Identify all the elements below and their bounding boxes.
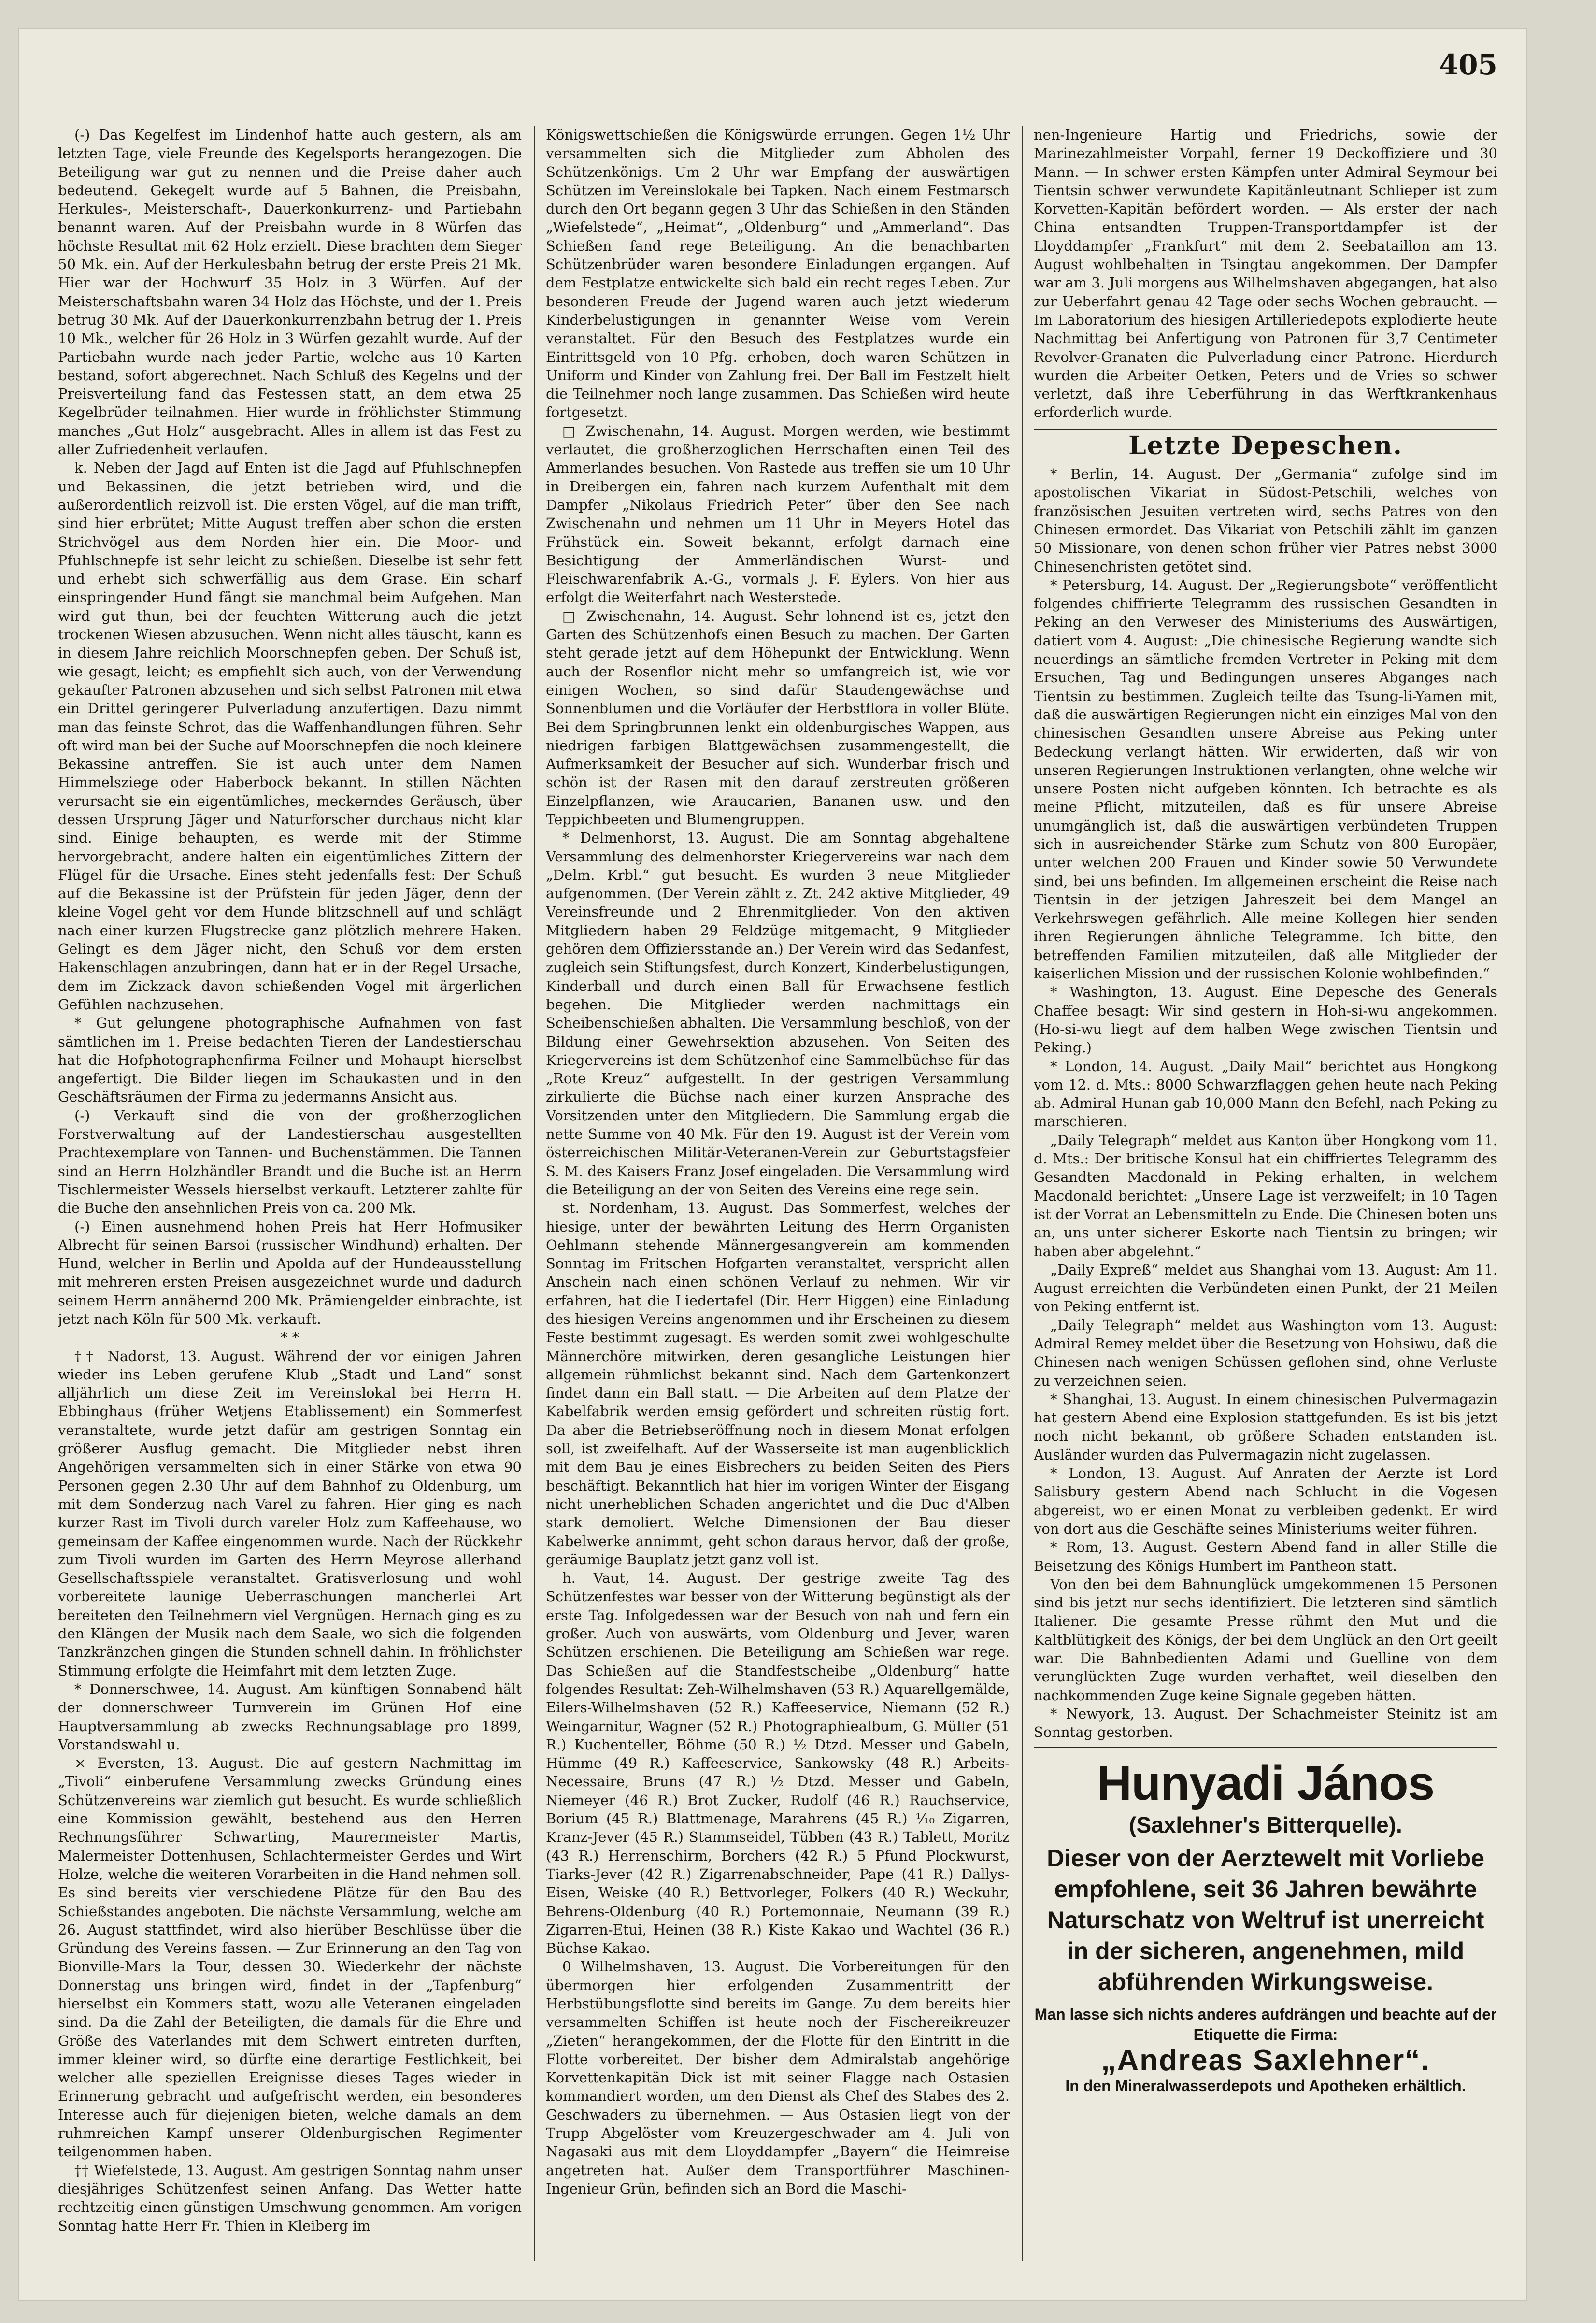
article-wiefelstede: †† Wiefelstede, 13. August. Am gestrigen Sonntag nahm unser diesjähriges Schützenfest seinen Anfang. Das Wetter hatte rechtzeitig einen günstigen Umschwung genommen. Am vorigen Sonntag hatte Herr Fr. Thien in Kleiberg im: [58, 2162, 522, 2234]
article-nadorst: †† Nadorst, 13. August. Während der vor einigen Jahren wieder ins Leben gerufene Klub „Stadt und Land“ sonst alljährlich um diese Zeit im Vereinslokal bei Herrn H. Ebbinghaus (früher Wetjens Etablissement) ein Sommerfest veranstaltete, wurde jetzt dafür am gestrigen Sonntag ein größerer Ausflug gemacht. Die Mitglieder nebst ihren Angehörigen versammelten sich in einer Stärke von etwa 90 Personen gegen 2.30 Uhr auf dem Bahnhof zu Oldenburg, um mit dem Sonderzug nach Varel zu fahren. Hier ging es nach kurzer Rast im Tivoli durch vareler Holz zum Kaffeehause, wo gemeinsam der Kaffee eingenommen wurde. Nach der Rückkehr zum Tivoli wurden im Garten des Herrn Meyrose allerhand Gesellschaftsspiele veranstaltet. Gratisverlosung und wohl vorbereitete launige Ueberraschungen mancherlei Art bereiteten den Teilnehmern viel Vergnügen. Hernach ging es zu den Klängen der Musik nach dem Saale, wo sich die folgenden Tanzkränzchen gingen die Stunden schnell dahin. In fröhlichster Stimmung erfolgte die Heimfahrt mit dem letzten Zuge.: [58, 1348, 522, 1679]
article-kegelfest: (-) Das Kegelfest im Lindenhof hatte auch gestern, als am letzten Tage, viele Freunde des Kegelsports herangezogen. Die Beteiligung war gut zu nennen und die Preise daher auch bedeutend. Gekegelt wurde auf 5 Bahnen, die Preisbahn, Herkules-, Meisterschaft-, Dauerkonkurrenz- und Partiebahn benannt waren. Auf der Preisbahn wurde in 8 Würfen das höchste Resultat mit 62 Holz erzielt. Diese brachten dem Sieger 50 Mk. ein. Auf der Herkulesbahn betrug der erste Preis 21 Mk. Hier war der Hochwurf 35 Holz in 3 Würfen. Auf der Meisterschaftsbahn waren 34 Holz das Höchste, und der 1. Preis betrug 30 Mk. Auf der Dauerkonkurrenzbahn betrug der 1. Preis 10 Mk., welcher für 26 Holz in 3 Würfen gezahlt wurde. Auf der Partiebahn wurde nach jeder Partie, welche aus 10 Karten bestand, sofort abgerechnet. Nach Schluß des Kegelns und der Preisverteilung fand das Festessen statt, an dem etwa 25 Kegelbrüder teilnahmen. Hier wurde in fröhlichster Stimmung manches „Gut Holz“ ausgebracht. Alles in allem ist das Fest zu aller Zufriedenheit verlaufen.: [58, 127, 522, 458]
ad-footer: In den Mineralwasserdepots und Apotheken erhältlich.: [1065, 2077, 1466, 2095]
depeschen-heading: Letzte Depeschen.: [1128, 430, 1403, 460]
dispatch-washington: * Washington, 13. August. Eine Depesche des Generals Chaffee besagt: Wir sind gestern in Hoh-si-wu angekommen. (Ho-si-wu liegt auf dem halben Wege zwischen Tientsin und Peking.): [1034, 984, 1497, 1056]
article-donnerschwee: * Donnerschwee, 14. August. Am künftigen Sonnabend hält der donnerschweer Turnverein im Grünen Hof eine Hauptversammlung ab zwecks Rechnungsablage pro 1899, Vorstandswahl u.: [58, 1680, 522, 1753]
article-wilhelmshaven-cont: nen-Ingenieure Hartig und Friedrichs, sowie der Marinezahlmeister Vorpahl, ferner 19 Deckoffiziere und 30 Mann. — In schwer ersten Kämpfen unter Admiral Seymour bei Tientsin schwer verwundete Kapitänleutnant Schlieper ist zum Korvetten-Kapitän befördert worden. — Als erster der nach China entsandten Truppen-Transportdampfer ist der Lloyddampfer „Frankfurt“ mit dem 2. Seebataillon am 13. August wohlbehalten in Tsingtau angekommen. Der Dampfer war am 3. Juli morgens aus Wilhelmshaven abgegangen, hat also zur Ueberfahrt genau 42 Tage oder sechs Wochen gebraucht. — Im Laboratorium des hiesigen Artilleriedepots explodierte heute Nachmittag bei Anfertigung von Patronen für 3,7 Centimeter Revolver-Granaten die Pulverladung einer Patrone. Hierdurch wurden die Arbeiter Oetken, Peters und de Vries so schwer verletzt, daß ihre Ueberführung in das Werftkrankenhaus erforderlich wurde.: [1034, 127, 1497, 421]
column-3: [1034, 126, 1497, 2261]
dispatch-rom-cont: Von den bei dem Bahnunglück umgekommenen 15 Personen sind bis jetzt nur sechs identifiziert. Die letzteren sind sämtlich Italiener. Die gesamte Presse rühmt den Mut und die Kaltblütigkeit des Königs, der bei dem Unglück an den Ort geeilt war. Die Bahnbedienten Adami und Guelline von dem verunglückten Zuge wurden verhaftet, weil dieselben den nachkommenden Zuge keine Signale gegeben hätten.: [1034, 1576, 1497, 1704]
dispatch-london-2: * London, 13. August. Auf Anraten der Aerzte ist Lord Salisbury gestern Abend nach Schlucht in die Vogesen abgereist, wo er einen Monat zu verbleiben gedenkt. Er wird von dort aus die Geschäfte seines Ministeriums weiter führen.: [1034, 1465, 1497, 1537]
article-nordenham: st. Nordenham, 13. August. Das Sommerfest, welches der hiesige, unter der bewährten Leitung des Herrn Organisten Oehlmann stehende Männergesangverein am kommenden Sonntag im Fritschen Hofgarten veranstaltet, verspricht allen Anschein nach einen schönen Verlauf zu nehmen. Wir vir erfahren, hat die Liedertafel (Dir. Herr Higgen) eine Einladung des hiesigen Vereins angenommen und ihr Erscheinen zu diesem Feste bestimmt zugesagt. Es werden somit zwei wohlgeschulte Männerchöre mitwirken, deren gesangliche Leistungen hier allgemein rühmlichst bekannt sind. Nach dem Gartenkonzert findet dann ein Ball statt. — Die Arbeiten auf dem Platze der Kabelfabrik werden emsig gefördert und schreiten rüstig fort. Da aber die Betriebseröffnung noch in diesem Monat erfolgen soll, ist zweifelhaft. Auf der Wasserseite ist man augenblicklich mit dem Bau je eines Eisbrechers zu beiden Seiten des Piers beschäftigt. Bekanntlich hat hier im vorigen Winter der Eisgang nicht unerheblichen Schaden angerichtet und die Duc d'Alben stark demoliert. Welche Dimensionen der Bau dieser Kabelwerke annimmt, geht schon daraus hervor, daß der große, geräumige Bauplatz jetzt ganz voll ist.: [546, 1200, 1010, 1568]
column-2: [546, 126, 1010, 2261]
dispatch-london-1: * London, 14. August. „Daily Mail“ berichtet aus Hongkong vom 12. d. Mts.: 8000 Schwarzflaggen gehen heute nach Peking ab. Admiral Hunan gab 10,000 Mann den Befehl, nach Peking zu marschieren.: [1034, 1058, 1497, 1130]
article-delmenhorst: * Delmenhorst, 13. August. Die am Sonntag abgehaltene Versammlung des delmenhorster Kriegervereins war nach dem „Delm. Krbl.“ gut besucht. Es wurden 3 neue Mitglieder aufgenommen. (Der Verein zählt z. Zt. 242 aktive Mitglieder, 49 Vereinsfreunde und 2 Ehrenmitglieder. Von den aktiven Mitgliedern haben 29 Feldzüge mitgemacht, 9 Mitglieder gehören dem Offiziersstande an.) Der Verein wird das Sedanfest, zugleich sein Stiftungsfest, durch Konzert, Kinderbelustigungen, Kinderball und durch einen Ball für Erwachsene festlich begehen. Die Mitglieder werden nachmittags ein Scheibenschießen abhalten. Die Versammlung beschloß, von der Bildung einer Gewehrsektion abzusehen. Von Seiten des Kriegervereins ist dem Schützenhof eine Sammelbüchse für das „Rote Kreuz“ aufgestellt. In der gestrigen Versammlung zirkulierte die Büchse nach einer kurzen Ansprache des Vorsitzenden unter den Mitgliedern. Die Sammlung ergab die nette Summe von 40 Mk. Für den 19. August ist der Verein vom österreichischen Militär-Veteranen-Verein zur Geburtstagsfeier S. M. des Kaisers Franz Josef eingeladen. Die Versammlung wird die Beteiligung an der von Seiten des Vereins eine rege sein.: [546, 830, 1010, 1198]
article-eversten: × Eversten, 13. August. Die auf gestern Nachmittag im „Tivoli“ einberufene Versammlung zwecks Gründung eines Schützenvereins war ziemlich gut besucht. Es wurde schließlich eine Kommission gewählt, bestehend aus den Herren Rechnungsführer Schwarting, Maurermeister Martis, Malermeister Dottenhusen, Schlachtermeister Gerdes und Wirt Holze, welche die weiteren Vorarbeiten in die Hand nehmen soll. Es sind bereits vier verschiedene Plätze für den Bau des Schießstandes angeboten. Die nächste Versammlung, welche am 26. August stattfindet, wird also hierüber Beschlüsse über die Gründung des Vereins fassen. — Zur Erinnerung an den Tag von Bionville-Mars la Tour, dessen 30. Wiederkehr der nächste Donnerstag uns bringen wird, findet in der „Tapfenburg“ hierselbst ein Kommers statt, wozu alle Veteranen eingeladen sind. Da die Zahl der Beteiligten, die damals für die Ehre und Größe des Vaterlandes mit dem Schwert eintreten durften, immer kleiner wird, so dürfte eine derartige Festlichkeit, bei welcher alle speziellen Ereignisse dieses Tages wieder in Erinnerung gebracht und aufgefrischt werden, ein besonderes Interesse auch für diejenigen bieten, welche damals an dem ruhmreichen Kampf unserer Oldenburgischen Regimenter teilgenommen haben.: [58, 1755, 522, 2160]
column-divider: [1022, 126, 1023, 2261]
dispatch-daily-telegraph-1: „Daily Telegraph“ meldet aus Kanton über Hongkong vom 11. d. Mts.: Der britische Konsul hat ein chiffriertes Telegramm des Gesandten Macdonald in Peking erhalten, in welchem Macdonald berichtet: „Unsere Lage ist verzweifelt; in 10 Tagen ist der Vorrat an Lebensmitteln zu Ende. Die Chinesen boten uns an, uns unter sicherer Eskorte nach Tientsin zu bringen; wir haben aber abgelehnt.“: [1034, 1132, 1497, 1260]
dispatch-daily-telegraph-2: „Daily Telegraph“ meldet aus Washington vom 13. August: Admiral Remey meldet über die Besetzung von Hohsiwu, daß die Chinesen nach wenigen Schüssen geflohen sind, ohne Verluste zu verzeichnen seien.: [1034, 1317, 1497, 1389]
ad-body: Dieser von der Aerztewelt mit Vorliebe empfohlene, seit 36 Jahren bewährte Naturschatz von Weltruf ist unerreicht in der sicheren, angenehmen, mild abführenden Wirkungsweise.: [1047, 1844, 1484, 1995]
page-number: 405: [1439, 48, 1497, 81]
article-wiefelstede-cont: Königswettschießen die Königswürde errungen. Gegen 1½ Uhr versammelten sich die Mitglieder zum Abholen des Schützenkönigs. Um 2 Uhr war Empfang der auswärtigen Schützen im Vereinslokale bei Tapken. Nach einem Festmarsch durch den Ort begann gegen 3 Uhr das Schießen in den Ständen „Wiefelstede“, „Heimat“, „Oldenburg“ und „Ammerland“. Das Schießen fand rege Beteiligung. An die benachbarten Schützenbrüder waren besondere Einladungen ergangen. Auf dem Festplatze entwickelte sich bald ein recht reges Leben. Zur besonderen Freude der Jugend waren auch jetzt wiederum Kinderbelustigungen in genannter Weise vom Verein veranstaltet. Für den Besuch des Festplatzes wurde ein Eintrittsgeld von 10 Pfg. erhoben, doch waren Schützen in Uniform und Kinder von Zahlung frei. Der Ball im Festzelt hielt die Teilnehmer noch lange zusammen. Das Schießen wird heute fortgesetzt.: [546, 127, 1010, 421]
article-wilhelmshaven: 0 Wilhelmshaven, 13. August. Die Vorbereitungen für den übermorgen hier erfolgenden Zusammentritt der Herbstübungsflotte sind bereits im Gange. Zu dem bereits hier versammelten Schiffen ist heute noch der Fischereikreuzer „Zieten“ herangekommen, der die Flotte für den Eintritt in die Flotte vorbereitet. Der bisher dem Admiralstab angehörige Korvettenkapitän Dick ist mit seiner Flagge nach Ostasien kommandiert worden, um den Dienst als Chef des Stabes des 2. Geschwaders zu übernehmen. — Aus Ostasien liegt von der Trupp Abgelöster vom Kreuzergeschwader am 4. Juli von Nagasaki aus mit dem Lloyddampfer „Bayern“ die Heimreise angetreten hat. Außer dem Transportführer Maschinen-Ingenieur Grün, befinden sich an Bord die Maschi-: [546, 1958, 1010, 2197]
hunyadi-advertisement: [1034, 1747, 1497, 2095]
section-rule: [1034, 429, 1497, 430]
ad-firm: „Andreas Saxlehner“.: [1101, 2043, 1430, 2077]
article-schnepfenjagd: k. Neben der Jagd auf Enten ist die Jagd auf Pfuhlschnepfen und Bekassinen, die jetzt betrieben wird, und die außerordentlich reizvoll ist. Die ersten Vögel, auf die man trifft, sind hier erbrütet; Mitte August treffen aber schon die ersten Strichvögel aus dem Norden hier ein. Die Moor- und Pfuhlschnepfe ist sehr leicht zu schießen. Dieselbe ist sehr fett und erhebt sich schwerfällig aus dem Grase. Ein scharf einspringender Hund fängt sie manchmal beim Aufgehen. Man wird gut thun, bei der feuchten Witterung auch die jetzt trockenen Wiesen abzusuchen. Wenn nicht alles täuscht, kann es in diesem Jahre reichlich Moorschnepfen geben. Der Schuß ist, wie gesagt, leicht; es empfiehlt sich auch, von der Verwendung gekaufter Patronen abzusehen und sich selbst Patronen mit etwa ein Drittel geringerer Pulverladung anzufertigen. Dazu nimmt man das feinste Schrot, das die Waffenhandlungen führen. Sehr oft wird man bei der Suche auf Moorschnepfen die noch kleinere Bekassine antreffen. Sie ist auch unter dem Namen Himmelsziege oder Haberbock bekannt. In stillen Nächten verursacht sie ein eigentümliches, meckerndes Geräusch, über dessen Ursprung Jäger und Naturforscher durchaus nicht klar sind. Einige behaupten, es werde mit der Stimme hervorgebracht, andere halten ein eigentümliches Zittern der Flügel für die Ursache. Eines steht jedenfalls fest: Der Schuß auf die Bekassine ist der Prüfstein für jeden Jäger, denn der kleine Vogel geht vor dem Hunde blitzschnell auf und schlägt nach einer kurzen Flugstrecke ganz plötzlich mehrere Haken. Gelingt es dem Jäger nicht, den Schuß vor dem ersten Hakenschlagen anzubringen, dann hat er in der Regel Ursache, dem im Zickzack davon schießenden Vogel mit ärgerlichen Gefühlen nachzusehen.: [58, 459, 522, 1013]
dispatch-newyork: * Newyork, 13. August. Der Schachmeister Steinitz ist am Sonntag gestorben.: [1034, 1705, 1497, 1741]
column-1: [58, 126, 522, 2261]
dispatch-shanghai: * Shanghai, 13. August. In einem chinesischen Pulvermagazin hat gestern Abend eine Explosion stattgefunden. Es ist bis jetzt noch nicht bekannt, ob größere Schaden entstanden ist. Ausländer wurden das Pulvermagazin nicht zugelassen.: [1034, 1391, 1497, 1463]
ad-subtitle: (Saxlehner's Bitterquelle).: [1129, 1812, 1402, 1837]
section-separator: * *: [280, 1329, 299, 1346]
dispatch-daily-express: „Daily Expreß“ meldet aus Shanghai vom 13. August: Am 11. August erreichten die Verbündeten einen Punkt, der 21 Meilen von Peking entfernt ist.: [1034, 1261, 1497, 1315]
ad-note: Man lasse sich nichts anderes aufdrängen und beachte auf der Etiquette die Firma:: [1034, 2005, 1497, 2043]
article-zwischenahn-2: □ Zwischenahn, 14. August. Sehr lohnend ist es, jetzt den Garten des Schützenhofs einen Besuch zu machen. Der Garten steht gerade jetzt auf dem Höhepunkt der Entwicklung. Wenn auch der Rosenflor nicht mehr so umfangreich ist, wie vor einigen Wochen, so sind dafür Staudengewächse und Sonnenblumen und die Vorläufer der Herbstflora in voller Blüte. Bei dem Springbrunnen lenkt ein oldenburgisches Wappen, aus niedrigen farbigen Blattgewächsen zusammengestellt, die Aufmerksamkeit der Besucher auf sich. Wunderbar frisch und schön ist der Rasen mit den darauf zerstreuten größeren Einzelpflanzen, wie Araucarien, Bananen usw. und den Teppichbeeten und Blumengruppen.: [546, 607, 1010, 828]
article-zwischenahn-1: □ Zwischenahn, 14. August. Morgen werden, wie bestimmt verlautet, die großherzoglichen Herrschaften einen Teil des Ammerlandes besuchen. Von Rastede aus treffen sie um 10 Uhr in Dreibergen ein, fahren nach kurzem Aufenthalt mit dem Dampfer „Nikolaus Friedrich Peter“ über den See nach Zwischenahn und nehmen um 11 Uhr in Meyers Hotel das Frühstück ein. Soweit bekannt, erfolgt darnach eine Besichtigung der Ammerländischen Wurst- und Fleischwarenfabrik A.-G., vormals J. F. Eylers. Von hier aus erfolgt die Weiterfahrt nach Westerstede.: [546, 422, 1010, 606]
newspaper-page: [19, 29, 1526, 2300]
dispatch-rom: * Rom, 13. August. Gestern Abend fand in aller Stille die Beisetzung des Königs Humbert im Pantheon statt.: [1034, 1539, 1497, 1574]
column-divider: [534, 126, 535, 2261]
dispatch-berlin: * Berlin, 14. August. Der „Germania“ zufolge sind im apostolischen Vikariat in Südost-Petschili, welches von französischen Jesuiten vertreten wird, sechs Patres von den Chinesen ermordet. Das Vikariat von Petschili zählt im ganzen 50 Missionare, von denen schon früher vier Patres nebst 3000 Chinesenchristen getötet sind.: [1034, 466, 1497, 575]
ad-title: Hunyadi János: [1097, 1756, 1435, 1810]
article-vaut: h. Vaut, 14. August. Der gestrige zweite Tag des Schützenfestes war besser von der Witterung begünstigt als der erste Tag. Infolgedessen war der Besuch von nah und fern ein großer. Auch von auswärts, vom Oldenburg und Jever, waren Schützen erschienen. Die Beteiligung am Schießen war rege. Das Schießen auf die Standfestscheibe „Oldenburg“ hatte folgendes Resultat: Zeh-Wilhelmshaven (53 R.) Aquarellgemälde, Eilers-Wilhelmshaven (52 R.) Kaffeeservice, Niemann (52 R.) Weingarnitur, Wagner (52 R.) Photographiealbum, G. Müller (51 R.) Kuchenteller, Böhme (50 R.) ½ Dtzd. Messer und Gabeln, Hümme (49 R.) Kaffeeservice, Sankowsky (48 R.) Arbeits-Necessaire, Bruns (47 R.) ½ Dtzd. Messer und Gabeln, Niemeyer (46 R.) Brot Zucker, Rudolf (46 R.) Rauchservice, Borium (45 R.) Blattmenage, Marahrens (45 R.) ⅟₁₀ Zigarren, Kranz-Jever (45 R.) Stammseidel, Tübben (43 R.) Tablett, Moritz (43 R.) Herrenschirm, Borchers (42 R.) 5 Pfund Plockwurst, Tiarks-Jever (42 R.) Zigarrenabschneider, Pape (41 R.) Dallys-Eisen, Weiske (40 R.) Bettvorleger, Folkers (40 R.) Weckuhr, Behrens-Oldenburg (40 R.) Portemonnaie, Neumann (39 R.) Zigarren-Etui, Heinen (38 R.) Kiste Kakao und Wachtel (36 R.) Büchse Kakao.: [546, 1570, 1010, 1957]
article-verkauft: (-) Verkauft sind die von der großherzoglichen Forstverwaltung auf der Landestierschau ausgestellten Prachtexemplare von Tannen- und Buchenstämmen. Die Tannen sind an Herrn Holzhändler Brandt und die Buche ist an Herrn Tischlermeister Wessels hierselbst verkauft. Letzterer zahlte für die Buche den ansehnlichen Preis von ca. 200 Mk.: [58, 1107, 522, 1217]
article-barsoi: (-) Einen ausnehmend hohen Preis hat Herr Hofmusiker Albrecht für seinen Barsoi (russischer Windhund) erhalten. Der Hund, welcher in Berlin und Apolda auf der Hundeausstellung mit mehreren ersten Preisen ausgezeichnet wurde und dadurch seinem Herrn annähernd 200 Mk. Prämiengelder einbrachte, ist jetzt nach Köln für 500 Mk. verkauft.: [58, 1218, 522, 1327]
article-photographische-aufnahmen: * Gut gelungene photographische Aufnahmen von fast sämtlichen im 1. Preise bedachten Tieren der Landestierschau hat die Hofphotographenfirma Feilner und Mohaupt hierselbst angefertigt. Die Bilder liegen im Schaukasten und in den Geschäftsräumen der Firma zu jedermanns Ansicht aus.: [58, 1015, 522, 1105]
dispatch-petersburg: * Petersburg, 14. August. Der „Regierungsbote“ veröffentlicht folgendes chiffrierte Telegramm des russischen Gesandten in Peking an den Verweser des Ministeriums des Auswärtigen, datiert vom 4. August: „Die chinesische Regierung wandte sich neuerdings an sämtliche fremden Vertreter in Peking mit dem Ersuchen, Tag und Bedingungen unseres Abganges nach Tientsin zu bestimmen. Zugleich teilte das Tsung-li-Yamen mit, daß die auswärtigen Regierungen nicht ein einziges Mal von den chinesischen Gesandten unsere Abreise aus Peking unter Bedeckung verlangt hätten. Wir erwiderten, daß wir von unseren Regierungen Instruktionen verlangten, ohne welche wir unsere Posten nicht aufgeben könnten. Ich betrachte es als meine Pflicht, mitzuteilen, daß es für unsere Abreise unumgänglich ist, daß die auswärtigen verbündeten Truppen sich in ausreichender Stärke zum Schutz von 800 Europäer, unter welchen 200 Frauen und Kinder sowie 50 Verwundete sind, bei uns befinden. Im allgemeinen erscheint die Reise nach Tientsin in der jetzigen Jahreszeit bei dem Mangel an Verkehrswegen gefährlich. Alle meine Kollegen hier senden ihren Regierungen ähnliche Telegramme. Ich bitte, den betreffenden Familien mitzuteilen, daß alle Mitglieder der kaiserlichen Mission und der russischen Kolonie wohlbefinden.“: [1034, 576, 1497, 982]
